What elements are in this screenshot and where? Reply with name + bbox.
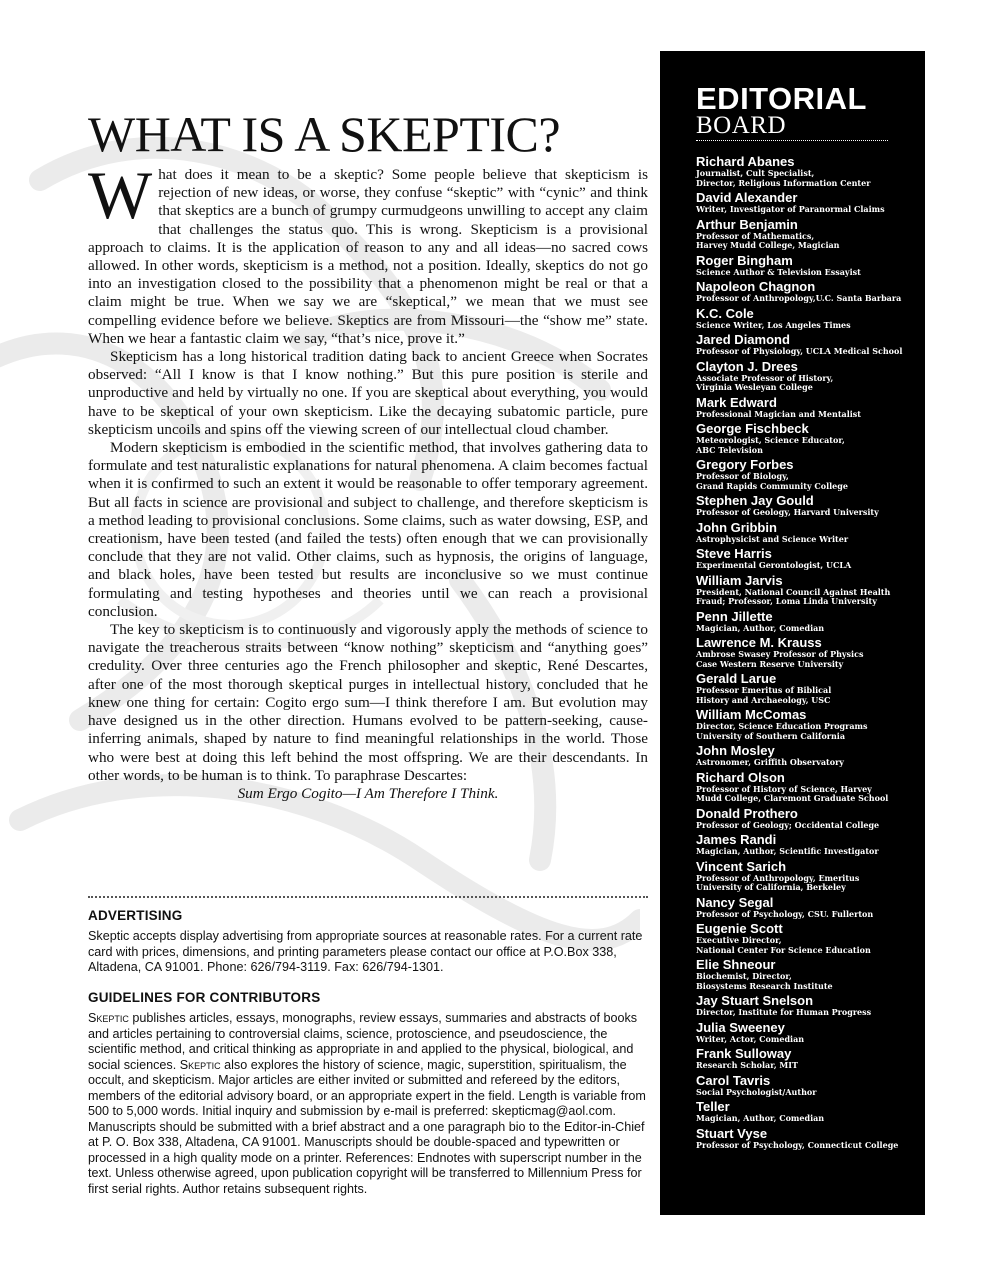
board-member-name: George Fischbeck — [696, 421, 809, 436]
board-member-list — [696, 155, 921, 1153]
board-member — [696, 494, 921, 518]
article-paragraph: The key to skepticism is to continuously and vigorously apply the methods of science to navigate the treacherous straits between “know nothing” skepticism and “anything goes” credulity. Over three centuries ago the French philosopher and skeptic, René Descartes, after one of the most thorough skeptical purges in intellectual history, concluded that he knew one thing for certain: Cogito ergo sum—I think therefore I am. But evolution may have designed us in the other direction. Humans evolved to be pattern-seeking, cause-inferring animals, shaped by nature to find meaningful relationships in the world. Those who were best at doing this left behind the most offspring. We are their descendants. In other words, to be human is to think. To paraphrase Descartes: — [88, 621, 648, 784]
board-member-name: Gregory Forbes — [696, 457, 794, 472]
board-member-role: Case Western Reserve University — [696, 658, 844, 669]
drop-cap: W — [88, 157, 153, 233]
board-member — [696, 1127, 921, 1151]
board-member-role: Professor of Anthropology, Emeritus — [696, 872, 860, 883]
board-member — [696, 521, 921, 545]
board-member-role: University of Southern California — [696, 730, 846, 741]
board-member-name: Vincent Sarich — [696, 858, 787, 874]
board-member-role: Professor of Biology, — [696, 471, 789, 481]
board-member — [696, 547, 921, 571]
board-member-name: Stephen Jay Gould — [696, 493, 814, 508]
board-member — [696, 360, 921, 393]
board-member-role: Harvey Mudd College, Magician — [696, 240, 840, 250]
board-member-name: Jared Diamond — [696, 332, 790, 347]
board-member-name: K.C. Cole — [696, 305, 754, 321]
board-member-name: John Gribbin — [696, 519, 777, 535]
board-member-role: Professor of Anthropology,U.C. Santa Barbara — [696, 293, 902, 303]
board-member — [696, 218, 921, 251]
board-member-role: Professional Magician and Mentalist — [696, 408, 861, 419]
editorial-board-panel — [660, 51, 925, 1215]
board-member — [696, 896, 921, 920]
advertising-section — [88, 908, 648, 976]
board-member-role: Astrophysicist and Science Writer — [696, 533, 849, 544]
board-member — [696, 1074, 921, 1098]
board-member — [696, 396, 921, 420]
board-member — [696, 744, 921, 768]
board-member-name: Steve Harris — [696, 546, 772, 561]
advertising-heading: ADVERTISING — [88, 908, 183, 923]
article-paragraph: Skepticism has a long historical tradition dating back to ancient Greece when Socrates observed: “All I know is that I know nothing.” But this pure position is sterile and unproductive and held by virtually no one. If you are skeptical about everything, you would have to be skeptical of your own skepticism. Like the decaying subatomic particle, pure skepticism uncoils and spins off the viewing screen of our intellectual cloud chamber. — [88, 348, 648, 438]
board-member-name: Mark Edward — [696, 394, 777, 410]
board-member-role: Director, Science Education Programs — [696, 721, 868, 731]
board-member-name: Richard Olson — [696, 769, 785, 785]
board-member-role: Professor of History of Science, Harvey — [696, 783, 872, 794]
board-subtitle: BOARD — [696, 112, 787, 139]
section-divider — [88, 896, 648, 898]
board-member-role: Fraud; Professor, Loma Linda University — [696, 596, 877, 606]
board-member-name: Lawrence M. Krauss — [696, 635, 822, 650]
board-member-name: Carol Tavris — [696, 1072, 771, 1088]
board-member-role: Associate Professor of History, — [696, 372, 834, 383]
board-member-name: William McComas — [696, 707, 807, 722]
board-member-name: David Alexander — [696, 190, 798, 205]
board-member — [696, 458, 921, 491]
closing-quote: Sum Ergo Cogito—I Am Therefore I Think. — [237, 784, 499, 802]
board-member-role: University of California, Berkeley — [696, 882, 846, 892]
board-member-name: Eugenie Scott — [696, 921, 783, 936]
board-member-role: Director, Religious Information Center — [696, 177, 871, 188]
board-member — [696, 333, 921, 357]
board-member — [696, 280, 921, 304]
board-member-role: Magician, Author, Scientific Investigator — [696, 846, 879, 856]
board-member-name: James Randi — [696, 832, 777, 847]
board-member-role: President, National Council Against Health — [696, 586, 891, 597]
board-rule — [696, 140, 888, 141]
board-member-role: Professor of Geology; Occidental College — [696, 819, 880, 830]
board-member — [696, 958, 921, 991]
guidelines-section — [88, 990, 648, 1197]
board-member-name: Frank Sulloway — [696, 1046, 792, 1061]
board-member-role: Science Author & Television Essayist — [696, 266, 861, 277]
board-member-role: Biochemist, Director, — [696, 971, 792, 981]
board-member-name: Clayton J. Drees — [696, 358, 798, 374]
board-member — [696, 307, 921, 331]
magazine-name: Skeptic — [179, 1057, 221, 1072]
board-member-role: Virginia Wesleyan College — [696, 382, 813, 392]
board-member-role: Writer, Actor, Comedian — [696, 1033, 805, 1044]
board-member — [696, 994, 921, 1018]
board-member-name: Arthur Benjamin — [696, 216, 798, 232]
article-paragraph: Modern skepticism is embodied in the scientific method, that involves gathering data to formulate and test naturalistic explanations for natural phenomena. A claim becomes factual when it is confirmed to such an extent it would be reasonable to offer temporary agreement. But all facts in science are provisional and subject to challenge, and therefore skepticism is a method leading to provisional conclusions. Some claims, such as water dowsing, ESP, and creationism, have been tested (and failed the tests) often enough that we can provisionally conclude that they are not valid. Other claims, such as hypnosis, the origins of language, and black holes, have been tested but results are inconclusive so we must continue formulating and testing hypotheses and theories until we can reach a provisional conclusion. — [88, 439, 648, 620]
board-member — [696, 155, 921, 188]
board-member-role: Professor of Geology, Harvard University — [696, 507, 879, 517]
board-member-name: Roger Bingham — [696, 252, 793, 268]
board-member — [696, 191, 921, 215]
guidelines-text: Skeptic publishes articles, essays, monographs, review essays, summaries and abstracts of books and articles pertaining to controversial claims, science, protoscience, and pseudoscience, the scientific method, and critical thinking as appropriate in and applied to the physical, biological, and social sciences. Skeptic also explores the history of science, magic, superstition, spiritualism, the occult, and skepticism. Major articles are either invited or submitted and refereed by the editors, members of the editorial advisory board, or an appropriate expert in the field. Length is variable from 500 to 5,000 words. Initial inquiry and submission by e-mail is preferred: skepticmag@aol.com. Manuscripts should be submitted with a brief abstract and a one paragraph bio to the Editor-in-Chief at P. O. Box 338, Altadena, CA 91001. Manuscripts should be double-spaced and typewritten or processed in a high quality mode on a printer. References: Endnotes with superscript number in the text. Unless otherwise agreed, upon publication copyright will be transferred to Millennium Press for first serial rights. Author retains subsequent rights. — [88, 1011, 646, 1196]
board-member-name: Napoleon Chagnon — [696, 279, 816, 294]
board-member-role: ABC Television — [696, 444, 763, 455]
board-member — [696, 574, 921, 607]
board-member-role: Director, Institute for Human Progress — [696, 1007, 872, 1017]
board-member-name: Gerald Larue — [696, 671, 777, 686]
guidelines-heading: GUIDELINES FOR CONTRIBUTORS — [88, 990, 321, 1005]
board-member-role: Experimental Gerontologist, UCLA — [696, 560, 852, 570]
board-member-role: National Center For Science Education — [696, 944, 871, 955]
board-member-role: Professor of Psychology, Connecticut College — [696, 1139, 899, 1150]
board-member-name: Jay Stuart Snelson — [696, 993, 814, 1008]
board-member — [696, 610, 921, 634]
board-member — [696, 833, 921, 857]
magazine-name: Skeptic — [88, 1011, 129, 1025]
board-member — [696, 636, 921, 669]
advertising-text: Skeptic accepts display advertising from appropriate sources at reasonable rates. For a current rate card with prices, dimensions, and printing parameters please contact our office at P.O.Box 338, Altadena, CA 91001. Phone: 626/794-3119. Fax: 626/794-1301. — [88, 929, 643, 974]
board-member-name: Penn Jillette — [696, 608, 773, 624]
board-member-role: Professor of Psychology, CSU. Fullerton — [696, 908, 874, 919]
board-member-role: Professor Emeritus of Biblical — [696, 685, 832, 695]
board-member-role: Research Scholar, MIT — [696, 1060, 798, 1070]
board-member — [696, 807, 921, 831]
board-member-role: Professor of Physiology, UCLA Medical School — [696, 346, 903, 356]
board-member-name: Donald Prothero — [696, 805, 798, 821]
board-member — [696, 1100, 921, 1124]
board-member-name: John Mosley — [696, 743, 775, 758]
board-member-role: Magician, Author, Comedian — [696, 1113, 825, 1123]
board-member-role: Grand Rapids Community College — [696, 480, 848, 491]
board-member — [696, 254, 921, 278]
board-member — [696, 422, 921, 455]
board-member — [696, 672, 921, 705]
board-member-name: Teller — [696, 1099, 730, 1114]
board-member-name: Julia Sweeney — [696, 1019, 785, 1035]
board-member-role: Science Writer, Los Angeles Times — [696, 319, 851, 330]
board-member-name: Elie Shneour — [696, 957, 776, 972]
board-member-role: Magician, Author, Comedian — [696, 622, 825, 633]
board-title: EDITORIAL — [696, 81, 867, 116]
board-member-role: Executive Director, — [696, 935, 782, 945]
board-member-role: Writer, Investigator of Paranormal Claims — [696, 204, 885, 214]
board-member-role: Mudd College, Claremont Graduate School — [696, 793, 889, 803]
board-member — [696, 860, 921, 893]
board-member-name: Stuart Vyse — [696, 1125, 768, 1141]
page-title: WHAT IS A SKEPTIC? — [88, 106, 561, 162]
article-column — [88, 108, 648, 803]
board-member-role: Biosystems Research Institute — [696, 980, 833, 991]
board-member-role: Ambrose Swasey Professor of Physics — [696, 649, 864, 659]
article-body — [88, 157, 648, 803]
board-member-role: Astronomer, Griffith Observatory — [696, 757, 844, 767]
board-member — [696, 1047, 921, 1071]
article-paragraph: What does it mean to be a skeptic? Some people believe that skepticism is rejection of new ideas, or worse, they confuse “skeptic” with “cynic” and think that skeptics are a bunch of grumpy curmudgeons unwilling to accept any claim that challenges the status quo. This is wrong. Skepticism is a provisional approach to claims. It is the application of reason to any and all ideas—no sacred cows allowed. In other words, skepticism is a method, not a position. Ideally, skeptics do not go into an investigation closed to the possibility that a phenomenon might be real or that a claim might be true. When we say we are “skeptical,” we mean that we must see compelling evidence before we believe. Skeptics are from Missouri—the “show me” state. When we hear a fantastic claim we say, “that’s nice, prove it.” — [88, 157, 648, 347]
board-member-role: Professor of Mathematics, — [696, 230, 815, 241]
board-member-role: Meteorologist, Science Educator, — [696, 435, 845, 445]
board-member-role: History and Archaeology, USC — [696, 694, 831, 705]
board-member-name: William Jarvis — [696, 572, 783, 588]
board-member — [696, 771, 921, 804]
board-member-role: Journalist, Cult Specialist, — [696, 168, 815, 178]
board-member-role: Social Psychologist/Author — [696, 1086, 817, 1097]
board-member-name: Nancy Segal — [696, 894, 774, 910]
board-member — [696, 1021, 921, 1045]
board-member — [696, 922, 921, 955]
board-member — [696, 708, 921, 741]
board-member-name: Richard Abanes — [696, 154, 795, 169]
